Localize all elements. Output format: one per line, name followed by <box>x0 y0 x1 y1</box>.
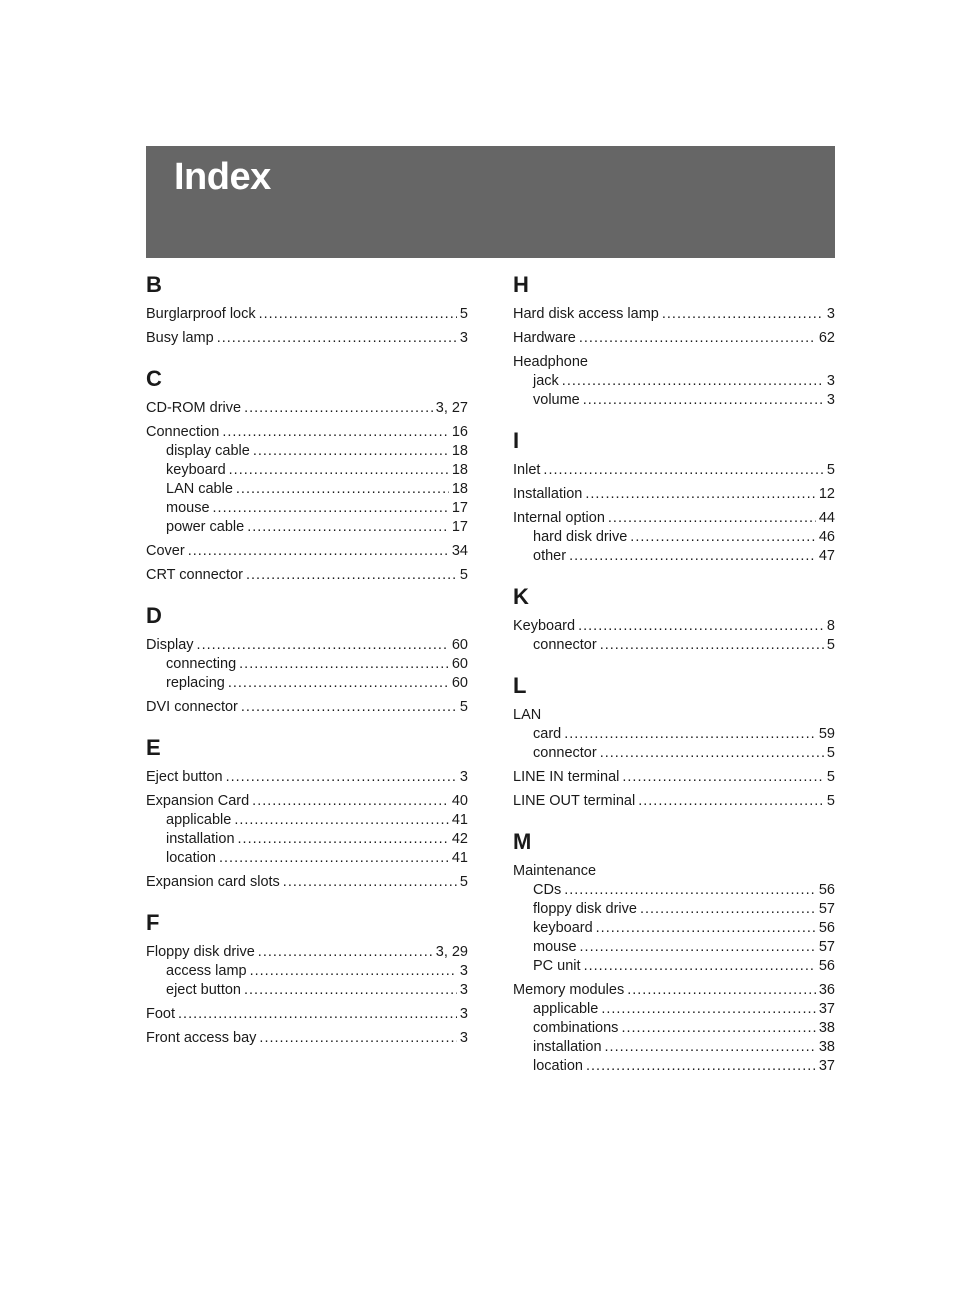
index-entry <box>146 698 468 717</box>
index-entry-term: Inlet <box>513 462 541 478</box>
page-reference: 41 <box>451 812 468 828</box>
index-section <box>146 601 468 717</box>
page-reference: 5 <box>459 699 468 715</box>
index-subentry <box>513 900 835 919</box>
index-subentry <box>513 1038 835 1057</box>
index-subentry <box>513 391 835 410</box>
dot-leader <box>252 792 449 811</box>
dot-leader <box>283 873 457 892</box>
index-entry <box>146 329 468 348</box>
index-subentry <box>513 919 835 938</box>
index-entry <box>513 706 835 763</box>
index-entry <box>513 329 835 348</box>
index-entry-row <box>513 353 835 372</box>
index-entry <box>513 305 835 324</box>
index-entry-term: Hard disk access lamp <box>513 306 659 322</box>
page-reference: 59 <box>818 726 835 742</box>
index-subentry-term: LAN cable <box>166 481 233 497</box>
index-entry-term: Expansion card slots <box>146 874 280 890</box>
index-entry-term: Eject button <box>146 769 223 785</box>
index-entry-row <box>513 509 835 528</box>
index-entry-term: CD-ROM drive <box>146 400 242 416</box>
dot-leader <box>580 938 816 957</box>
index-section <box>513 426 835 566</box>
page-reference: 18 <box>451 462 468 478</box>
index-column-right <box>513 262 835 1092</box>
dot-leader <box>601 1000 816 1019</box>
index-entry <box>513 509 835 566</box>
dot-leader <box>188 542 449 561</box>
index-subentry-term: mouse <box>166 500 210 516</box>
section-letter: C <box>146 366 162 391</box>
index-entry-term: Maintenance <box>513 863 597 879</box>
index-subentry-term: installation <box>533 1039 602 1055</box>
page-reference: 38 <box>818 1039 835 1055</box>
dot-leader <box>622 768 824 787</box>
index-subentry <box>513 528 835 547</box>
page-reference: 3 <box>826 392 835 408</box>
page-reference: 46 <box>818 529 835 545</box>
dot-leader <box>244 399 433 418</box>
index-entry-row <box>513 485 835 504</box>
index-section <box>146 733 468 892</box>
page-reference: 41 <box>451 850 468 866</box>
index-entry <box>146 768 468 787</box>
index-entry-term: DVI connector <box>146 699 238 715</box>
index-entry-row <box>146 792 468 811</box>
dot-leader <box>543 461 824 480</box>
index-entry-term: LAN <box>513 707 542 723</box>
index-subentry-term: combinations <box>533 1020 619 1036</box>
page-reference: 3 <box>459 769 468 785</box>
dot-leader <box>564 725 816 744</box>
page-reference: 17 <box>451 500 468 516</box>
index-subentry <box>513 1000 835 1019</box>
index-entry <box>513 768 835 787</box>
index-entry-term: Installation <box>513 486 583 502</box>
page-reference: 37 <box>818 1001 835 1017</box>
page-reference: 62 <box>818 330 835 346</box>
index-entry <box>146 399 468 418</box>
index-entry-row <box>146 542 468 561</box>
dot-leader <box>596 919 816 938</box>
index-entry-row <box>513 862 835 881</box>
index-entry <box>513 617 835 655</box>
page-reference: 44 <box>818 510 835 526</box>
dot-leader <box>197 636 449 655</box>
index-subentry-term: display cable <box>166 443 250 459</box>
page-reference: 18 <box>451 443 468 459</box>
index-subentry <box>146 962 468 981</box>
dot-leader <box>217 329 457 348</box>
dot-leader <box>247 518 449 537</box>
dot-leader <box>238 830 449 849</box>
page-reference: 5 <box>459 874 468 890</box>
page-reference: 56 <box>818 920 835 936</box>
index-entry-term: Floppy disk drive <box>146 944 255 960</box>
index-entry <box>146 792 468 868</box>
section-letter: H <box>513 272 529 297</box>
dot-leader <box>608 509 816 528</box>
index-entry-row <box>146 423 468 442</box>
index-entry-term: Front access bay <box>146 1030 257 1046</box>
section-letter: B <box>146 272 162 297</box>
dot-leader <box>222 423 449 442</box>
dot-leader <box>583 391 824 410</box>
page-reference: 40 <box>451 793 468 809</box>
index-entry <box>146 566 468 585</box>
dot-leader <box>662 305 824 324</box>
index-subentry <box>513 938 835 957</box>
dot-leader <box>229 461 449 480</box>
index-entry <box>146 1005 468 1024</box>
index-section <box>513 671 835 811</box>
index-entry-term: Headphone <box>513 354 588 370</box>
index-entry-row <box>146 566 468 585</box>
index-entry <box>513 862 835 976</box>
index-subentry-term: location <box>533 1058 583 1074</box>
index-entry-term: LINE IN terminal <box>513 769 620 785</box>
dot-leader <box>250 962 457 981</box>
page-reference: 3, 29 <box>435 944 468 960</box>
index-entry-row <box>513 792 835 811</box>
index-subentry-term: applicable <box>533 1001 599 1017</box>
index-subentry <box>513 372 835 391</box>
index-subentry-term: location <box>166 850 216 866</box>
index-entry-term: Internal option <box>513 510 605 526</box>
index-subentry <box>146 849 468 868</box>
dot-leader <box>585 485 816 504</box>
dot-leader <box>178 1005 457 1024</box>
dot-leader <box>605 1038 816 1057</box>
section-letter: E <box>146 735 161 760</box>
dot-leader <box>564 881 816 900</box>
index-section <box>146 908 468 1048</box>
index-entry-term: LINE OUT terminal <box>513 793 636 809</box>
index-subentry <box>513 1057 835 1076</box>
page-reference: 3 <box>459 1030 468 1046</box>
index-entry-row <box>513 617 835 636</box>
index-subentry <box>513 725 835 744</box>
index-entry-term: Cover <box>146 543 185 559</box>
index-subentry-term: eject button <box>166 982 241 998</box>
page-reference: 3, 27 <box>435 400 468 416</box>
index-section <box>146 270 468 348</box>
page-reference: 56 <box>818 882 835 898</box>
page-reference: 3 <box>826 306 835 322</box>
index-subentry <box>146 480 468 499</box>
index-header-banner <box>146 146 835 258</box>
dot-leader <box>219 849 449 868</box>
index-entry <box>513 461 835 480</box>
index-subentry-term: installation <box>166 831 235 847</box>
page-reference: 60 <box>451 656 468 672</box>
index-entry-term: CRT connector <box>146 567 243 583</box>
page-title: Index <box>174 156 271 198</box>
dot-leader <box>234 811 449 830</box>
index-entry-term: Foot <box>146 1006 176 1022</box>
index-entry-term: Expansion Card <box>146 793 250 809</box>
index-subentry-term: applicable <box>166 812 232 828</box>
dot-leader <box>259 305 457 324</box>
page-reference: 3 <box>459 982 468 998</box>
index-subentry <box>146 518 468 537</box>
index-column-left <box>146 262 468 1064</box>
index-subentry-term: other <box>533 548 567 564</box>
dot-leader <box>562 372 824 391</box>
index-entry-term: Memory modules <box>513 982 625 998</box>
index-subentry <box>146 499 468 518</box>
index-subentry <box>146 830 468 849</box>
page-reference: 3 <box>459 963 468 979</box>
index-subentry-term: PC unit <box>533 958 581 974</box>
index-entry <box>146 943 468 1000</box>
index-entry-term: Hardware <box>513 330 576 346</box>
section-letter: I <box>513 428 520 453</box>
section-letter: L <box>513 673 527 698</box>
dot-leader <box>578 617 824 636</box>
index-entry-row <box>146 1029 468 1048</box>
page-reference: 5 <box>459 567 468 583</box>
index-entry-row <box>146 943 468 962</box>
index-entry <box>146 873 468 892</box>
page-reference: 5 <box>826 769 835 785</box>
index-entry <box>146 636 468 693</box>
index-entry-row <box>146 399 468 418</box>
section-letter: K <box>513 584 529 609</box>
dot-leader <box>239 655 449 674</box>
page-reference: 3 <box>459 1006 468 1022</box>
page-reference: 34 <box>451 543 468 559</box>
index-subentry-term: replacing <box>166 675 225 691</box>
section-letter: F <box>146 910 160 935</box>
dot-leader <box>627 981 816 1000</box>
index-entry <box>146 542 468 561</box>
index-entry-term: Connection <box>146 424 220 440</box>
index-section <box>513 827 835 1076</box>
index-entry-row <box>146 305 468 324</box>
index-entry <box>513 485 835 504</box>
page-reference: 18 <box>451 481 468 497</box>
index-section <box>513 270 835 410</box>
dot-leader <box>259 1029 457 1048</box>
page-reference: 56 <box>818 958 835 974</box>
page-reference: 47 <box>818 548 835 564</box>
index-entry-row <box>513 329 835 348</box>
page-reference: 17 <box>451 519 468 535</box>
index-entry <box>513 792 835 811</box>
section-letter: M <box>513 829 532 854</box>
index-entry <box>513 981 835 1076</box>
index-subentry <box>146 655 468 674</box>
index-subentry-term: volume <box>533 392 580 408</box>
index-subentry <box>146 981 468 1000</box>
dot-leader <box>630 528 816 547</box>
dot-leader <box>640 900 816 919</box>
index-entry-row <box>146 698 468 717</box>
dot-leader <box>584 957 816 976</box>
dot-leader <box>226 768 457 787</box>
page-reference: 16 <box>451 424 468 440</box>
index-entry-row <box>146 768 468 787</box>
dot-leader <box>213 499 449 518</box>
index-subentry-term: CDs <box>533 882 562 898</box>
dot-leader <box>244 981 457 1000</box>
index-subentry-term: card <box>533 726 562 742</box>
index-subentry-term: connector <box>533 637 597 653</box>
dot-leader <box>246 566 457 585</box>
index-entry-row <box>146 873 468 892</box>
index-subentry <box>513 1019 835 1038</box>
index-subentry-term: mouse <box>533 939 577 955</box>
index-subentry <box>513 547 835 566</box>
page-reference: 5 <box>826 793 835 809</box>
index-subentry <box>146 674 468 693</box>
dot-leader <box>241 698 457 717</box>
page-reference: 8 <box>826 618 835 634</box>
index-subentry <box>146 442 468 461</box>
index-entry <box>513 353 835 410</box>
index-entry-term: Burglarproof lock <box>146 306 256 322</box>
page-reference: 5 <box>826 462 835 478</box>
index-entry <box>146 423 468 537</box>
page-reference: 57 <box>818 939 835 955</box>
page-reference: 3 <box>826 373 835 389</box>
page-reference: 3 <box>459 330 468 346</box>
index-subentry <box>513 881 835 900</box>
index-subentry-term: jack <box>533 373 559 389</box>
dot-leader <box>638 792 824 811</box>
dot-leader <box>228 674 449 693</box>
dot-leader <box>586 1057 816 1076</box>
index-entry <box>146 305 468 324</box>
page-reference: 36 <box>818 982 835 998</box>
index-subentry <box>513 636 835 655</box>
index-entry-row <box>513 706 835 725</box>
index-entry-row <box>513 305 835 324</box>
page-reference: 37 <box>818 1058 835 1074</box>
page-reference: 60 <box>451 675 468 691</box>
index-entry-term: Display <box>146 637 194 653</box>
index-entry-row <box>513 461 835 480</box>
index-subentry-term: connecting <box>166 656 237 672</box>
index-subentry-term: connector <box>533 745 597 761</box>
index-subentry <box>146 811 468 830</box>
index-subentry <box>513 957 835 976</box>
index-subentry-term: power cable <box>166 519 245 535</box>
page-reference: 5 <box>459 306 468 322</box>
index-subentry <box>513 744 835 763</box>
page-reference: 38 <box>818 1020 835 1036</box>
index-subentry-term: keyboard <box>166 462 226 478</box>
dot-leader <box>258 943 433 962</box>
index-entry-row <box>513 768 835 787</box>
index-section <box>513 582 835 655</box>
index-entry-row <box>513 981 835 1000</box>
page-reference: 12 <box>818 486 835 502</box>
dot-leader <box>579 329 816 348</box>
index-entry-row <box>146 1005 468 1024</box>
index-subentry <box>146 461 468 480</box>
index-subentry-term: access lamp <box>166 963 247 979</box>
index-section <box>146 364 468 585</box>
page-reference: 60 <box>451 637 468 653</box>
index-subentry-term: keyboard <box>533 920 593 936</box>
index-subentry-term: hard disk drive <box>533 529 628 545</box>
index-entry-row <box>146 636 468 655</box>
page-reference: 57 <box>818 901 835 917</box>
dot-leader <box>569 547 816 566</box>
page-reference: 5 <box>826 745 835 761</box>
index-entry-term: Busy lamp <box>146 330 214 346</box>
dot-leader <box>236 480 449 499</box>
dot-leader <box>621 1019 815 1038</box>
section-letter: D <box>146 603 162 628</box>
dot-leader <box>600 636 824 655</box>
index-entry-row <box>146 329 468 348</box>
dot-leader <box>600 744 824 763</box>
index-entry-term: Keyboard <box>513 618 576 634</box>
page-reference: 5 <box>826 637 835 653</box>
index-entry <box>146 1029 468 1048</box>
page-reference: 42 <box>451 831 468 847</box>
dot-leader <box>253 442 449 461</box>
index-subentry-term: floppy disk drive <box>533 901 637 917</box>
